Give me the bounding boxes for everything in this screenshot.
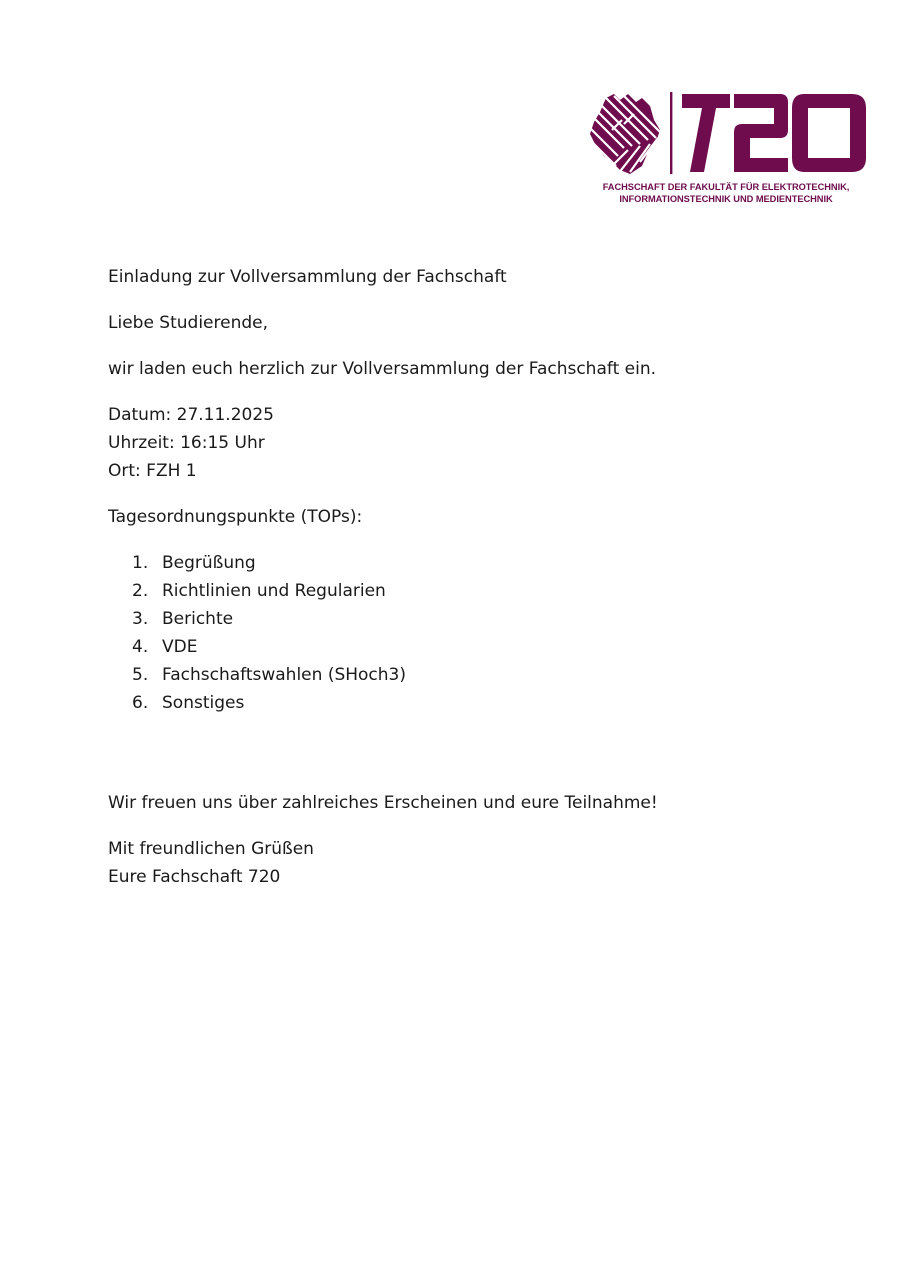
agenda-item [108, 549, 808, 577]
agenda-item-number: 2. [132, 581, 149, 601]
agenda-item [108, 605, 808, 633]
meeting-time: Uhrzeit: 16:15 Uhr [108, 433, 265, 453]
logo-caption-line2: INFORMATIONSTECHNIK UND MEDIENTECHNIK [619, 194, 833, 204]
agenda-item-number: 6. [132, 693, 149, 713]
agenda-list [108, 549, 808, 717]
agenda-item-number: 4. [132, 637, 149, 657]
closing-text: Wir freuen uns über zahlreiches Erscheinen und eure Teilnahme! [108, 793, 658, 813]
logo-caption [584, 181, 868, 205]
meeting-date: Datum: 27.11.2025 [108, 405, 274, 425]
fachschaft-720-logo [584, 90, 868, 208]
agenda-item [108, 689, 808, 717]
agenda-item-label: Sonstiges [162, 693, 245, 713]
agenda-item-label: Fachschaftswahlen (SHoch3) [162, 665, 406, 685]
agenda-item-label: Berichte [162, 609, 234, 629]
agenda-item-number: 5. [132, 665, 149, 685]
agenda-item [108, 661, 808, 689]
agenda-item-number: 3. [132, 609, 149, 629]
regards: Mit freundlichen Grüßen [108, 839, 314, 859]
agenda-heading: Tagesordnungspunkte (TOPs): [108, 507, 363, 527]
agenda-item-label: Begrüßung [162, 553, 256, 573]
agenda-item [108, 633, 808, 661]
letter-salutation: Liebe Studierende, [108, 313, 269, 333]
logo-caption-line1: FACHSCHAFT DER FAKULTÄT FÜR ELEKTROTECHNIK, [602, 182, 850, 192]
agenda-item-label: Richtlinien und Regularien [162, 581, 386, 601]
letter-subject: Einladung zur Vollversammlung der Fachschaft [108, 267, 507, 287]
agenda-item-number: 1. [132, 553, 149, 573]
agenda-item-label: VDE [162, 637, 198, 657]
letter-body [108, 263, 808, 891]
letter-intro: wir laden euch herzlich zur Vollversammlung der Fachschaft ein. [108, 359, 656, 379]
lion-emblem-icon [584, 90, 868, 182]
meeting-location: Ort: FZH 1 [108, 461, 197, 481]
signature: Eure Fachschaft 720 [108, 867, 281, 887]
agenda-item [108, 577, 808, 605]
